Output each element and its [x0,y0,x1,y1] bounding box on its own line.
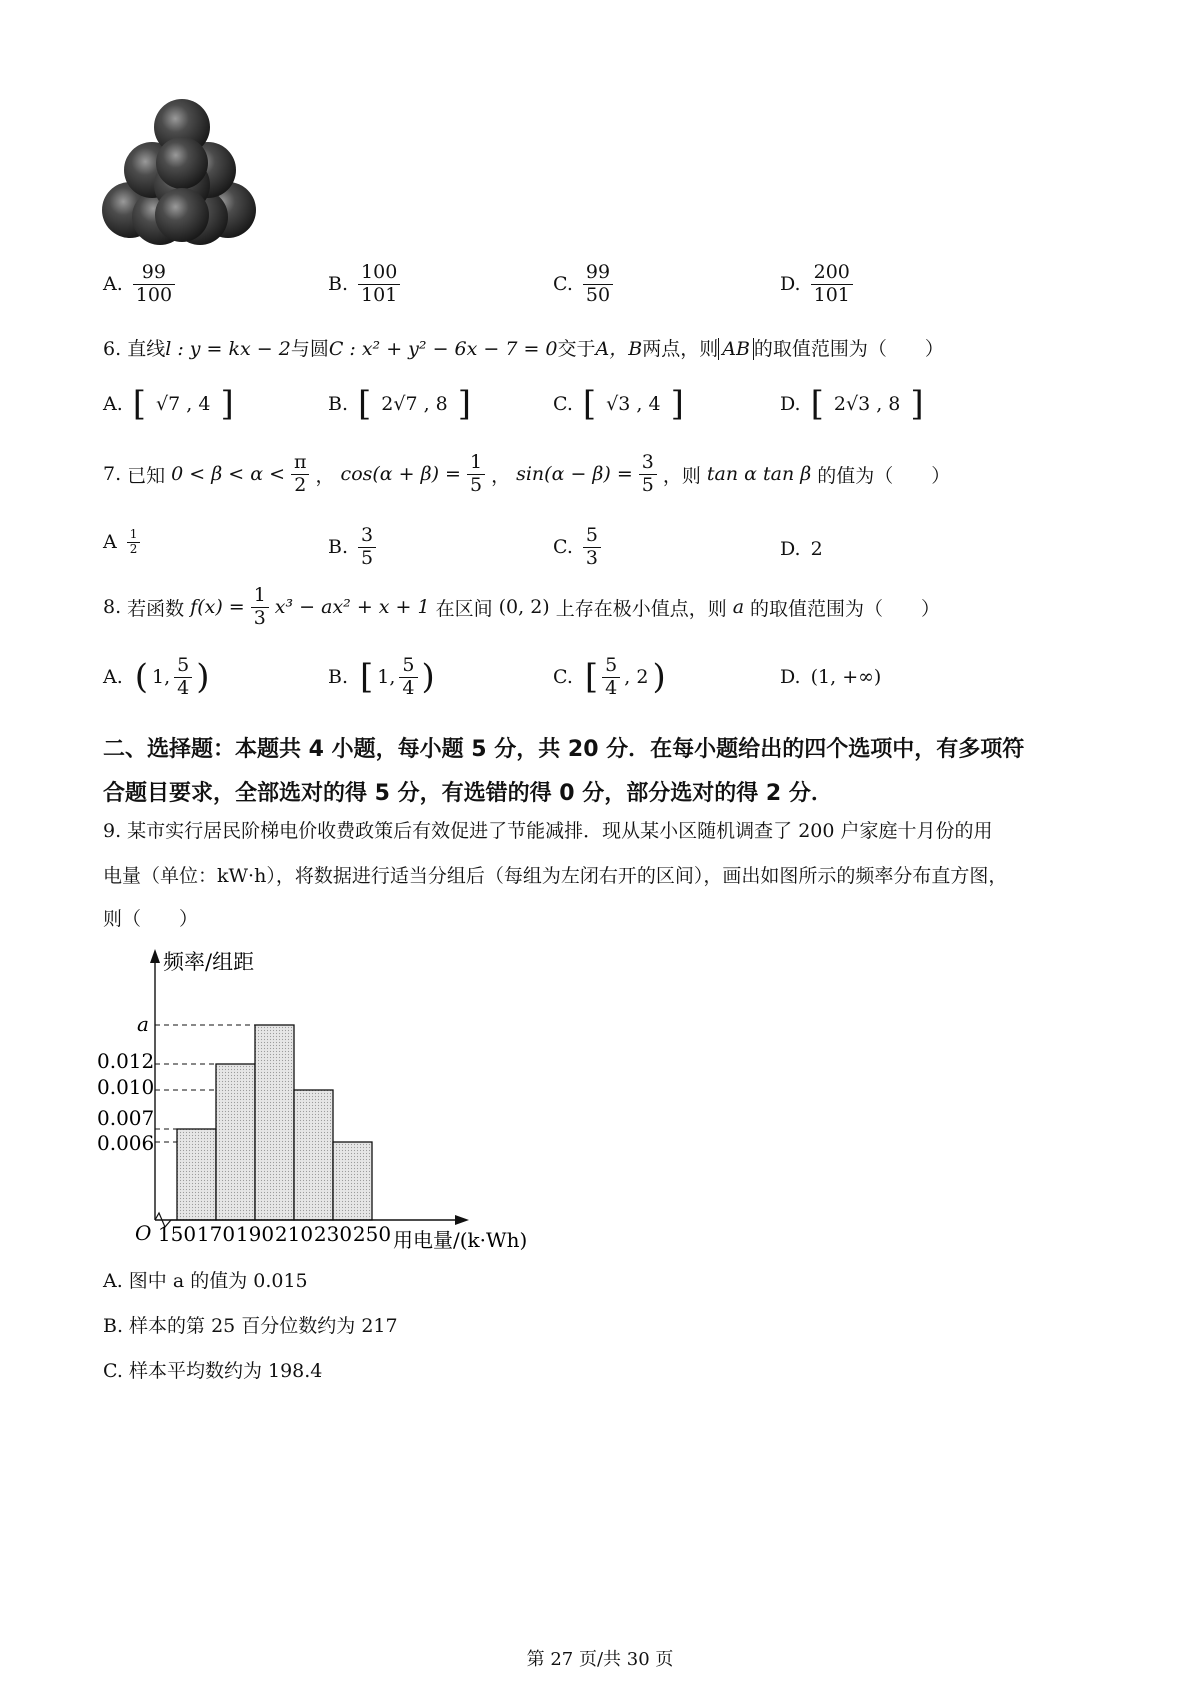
section-heading-cont: 合题目要求，全部选对的得 5 分，有选错的得 0 分，部分选对的得 2 分． [103,781,833,806]
q5-option-a[interactable] [103,262,175,307]
x-tick-label: 170 [196,1222,236,1246]
section-heading: 二、选择题：本题共 4 小题，每小题 5 分，共 20 分．在每小题给出的四个选项中，有多项符 [103,737,1025,762]
q5-option-b[interactable] [328,262,400,307]
q9-option-a[interactable]: A. 图中 a 的值为 0.015 [103,1270,308,1292]
histogram-bar [255,1025,294,1220]
q8-option-a[interactable]: A. ( 1, $\frac{5}{4}$ ) [103,654,210,699]
q9-line-3: 则（ ） [103,908,199,930]
x-tick-label: 250 [352,1222,392,1246]
q7-option-b[interactable]: B. $\frac{3}{5}$ [328,525,376,570]
q9-option-b[interactable]: B. 样本的第 25 百分位数约为 217 [103,1315,398,1337]
origin-label: O [135,1221,152,1245]
fraction: $\frac{99}{100}$ [133,262,175,307]
fraction: $\frac{5}{4}$ [602,655,620,700]
q7-option-d[interactable]: D. 2 [780,538,823,560]
q9-line-2: 电量（单位：kW·h），将数据进行适当分组后（每组为左闭右开的区间），画出如图所示的频率分布直方图， [103,865,1008,887]
cannonball-pyramid-figure [100,95,260,250]
q6-option-b[interactable]: B. [ 2√7 , 8 ] [328,384,472,424]
x-axis-arrow [455,1215,469,1225]
q6-option-a[interactable]: A. [ √7 , 4 ] [103,384,234,424]
y-tick-label: 0.006 [97,1131,155,1155]
q8-option-c[interactable]: C. [ $\frac{5}{4}$ , 2 ) [553,654,666,699]
q7-option-c[interactable]: C. $\frac{5}{3}$ [553,525,601,570]
q8-option-d[interactable]: D. (1, +∞) [780,666,882,688]
q5-option-d[interactable] [780,262,853,307]
y-tick-label: 0.010 [97,1075,155,1099]
x-axis-label: 用电量/(k·Wh) [393,1228,528,1252]
x-tick-label: 190 [235,1222,275,1246]
fraction: $\frac{99}{50}$ [583,262,613,307]
x-tick-label: 230 [313,1222,353,1246]
q9-line-1: 9. 某市实行居民阶梯电价收费政策后有效促进了节能减排．现从某小区随机调查了 200 户家庭十月份的用 [103,820,993,842]
histogram-bar [294,1090,333,1220]
histogram-bar [177,1129,216,1220]
q9-option-c[interactable]: C. 样本平均数约为 198.4 [103,1360,323,1382]
fraction: $\frac{200}{101}$ [811,262,853,307]
q7-stem: 7. 已知 0 < β < α < $\frac{\pi}{2}$ ， cos(α + β) = $\frac{1}{5}$ ， sin(α − β) = $\frac{3}{5}$ ，则 tan α tan β 的值为（ ） [103,451,951,496]
x-tick-label: 210 [274,1222,314,1246]
fraction: $\frac{5}{4}$ [399,655,417,700]
option-letter: C. [553,273,573,296]
y-axis-arrow [150,949,160,963]
q6-stem: 6. 直线l : y = kx − 2与圆C : x² + y² − 6x − 7 = 0交于A，B两点，则 AB 的取值范围为（ ） [103,338,944,360]
page-footer: 第 27 页/共 30 页 [526,1649,674,1670]
histogram-bar [333,1142,372,1220]
option-letter: D. [780,273,801,296]
y-axis-label: 频率/组距 [163,950,255,974]
y-tick-label: 0.007 [97,1106,155,1130]
q6-option-c[interactable]: C. [ √3 , 4 ] [553,384,684,424]
frequency-histogram [95,945,555,1260]
q7-option-a[interactable]: A $\frac{1}{2}$ [103,528,140,557]
fraction: $\frac{5}{4}$ [174,655,192,700]
option-letter: B. [328,273,349,296]
histogram-bar [216,1064,255,1220]
q5-option-c[interactable] [553,262,613,307]
q8-option-b[interactable]: B. [ 1, $\frac{5}{4}$ ) [328,654,435,699]
x-tick-label: 150 [157,1222,197,1246]
fraction: $\frac{100}{101}$ [358,262,400,307]
option-letter: A. [103,273,123,296]
fraction: $\frac{3}{5}$ [358,525,376,570]
q6-option-d[interactable]: D. [ 2√3 , 8 ] [780,384,924,424]
y-tick-label: 0.012 [97,1049,155,1073]
q8-stem: 8. 若函数 f(x) = $\frac{1}{3}$ x³ − ax² + x + 1 在区间 (0, 2) 上存在极小值点，则 a 的取值范围为（ ） [103,584,941,629]
fraction: $\frac{5}{3}$ [583,525,601,570]
fraction: $\frac{1}{2}$ [127,528,141,557]
y-tick-label: a [137,1012,149,1036]
